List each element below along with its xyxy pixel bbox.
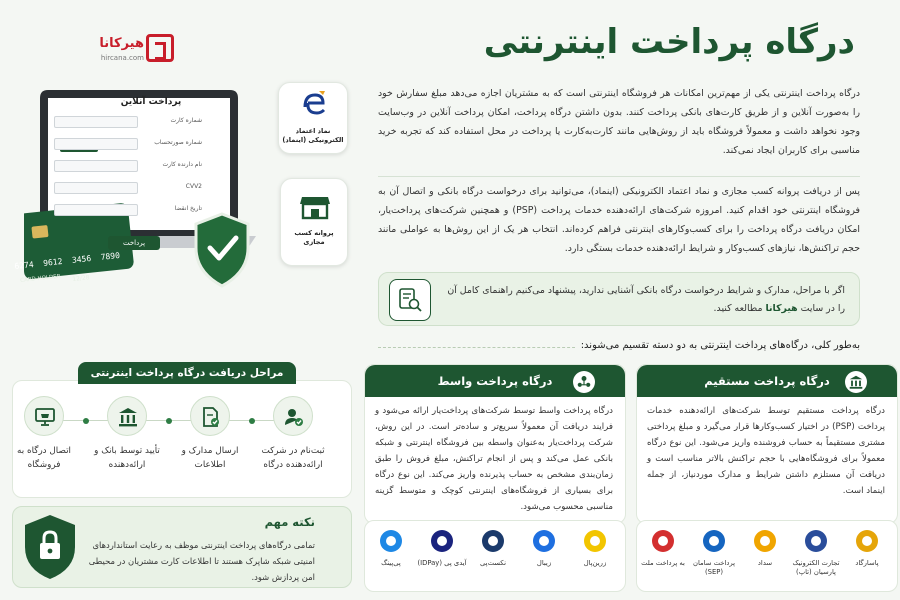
intermediary-gateway-card (364, 364, 626, 524)
license-badge (280, 178, 348, 266)
document-check-icon (190, 396, 230, 436)
provider-logo-icon (529, 527, 559, 555)
pay-button[interactable]: پرداخت (108, 236, 160, 250)
payment-form-field[interactable] (54, 138, 204, 152)
direct-gateway-card (636, 364, 898, 524)
enamad-badge (278, 82, 348, 154)
store-icon (298, 189, 332, 223)
provider-label: زیبال (536, 559, 552, 567)
direct-gateway-body: درگاه پرداخت مستقیم توسط شرکت‌های ارائه‌دهنده خدمات پرداخت (PSP) در اختیار کسب‌وکارها قرار می‌گیرد و مبلغ پرداختی مشتری مستقیماً به حساب فروشنده واریز می‌شود. این نوع درگاه معمولاً برای فروشگاه‌هایی با حجم تراکنش بالاتر مناسب است و دریافت آن مستلزم داشتن شرایط و مدارک موردنیاز، از جمله اینماد است. (647, 406, 885, 496)
types-intro (378, 340, 860, 351)
step-connect (9, 396, 79, 472)
payment-form-input[interactable] (54, 116, 138, 128)
enamad-label: نماد اعتماد الکترونیکی (اینماد) (282, 127, 344, 144)
tip-text-after: مطالعه کنید. (713, 303, 763, 314)
tip-text (445, 282, 845, 318)
provider-item (790, 521, 842, 577)
tip-text-before: اگر با مراحل، مدارک و شرایط درخواست درگاه بانکی آشنایی ندارید، پیشنهاد می‌کنیم راهنمای کامل آن را در سایت (447, 285, 845, 314)
payment-form-input[interactable] (54, 160, 138, 172)
important-note (12, 506, 352, 588)
payment-form-field[interactable] (54, 204, 204, 218)
provider-logo-icon (580, 527, 610, 555)
provider-logo-icon (750, 527, 780, 555)
payment-form-input[interactable] (54, 182, 138, 194)
step-documents (175, 396, 245, 472)
step-label: ارسال مدارک و اطلاعات (181, 446, 239, 470)
tip-brand-link[interactable]: هیرکانا (765, 303, 798, 314)
provider-item (688, 521, 740, 577)
document-search-icon (389, 279, 431, 321)
provider-logo-icon (376, 527, 406, 555)
card-expiry: 12/28 (72, 274, 90, 283)
lock-shield-icon (23, 513, 77, 581)
types-intro-text: به‌طور کلی، درگاه‌های پرداخت اینترنتی به دو دسته تقسیم می‌شوند: (575, 340, 860, 351)
payment-form-input[interactable] (54, 204, 138, 216)
intro-paragraph-2: پس از دریافت پروانه کسب مجازی و نماد اعتماد الکترونیکی (اینماد)، می‌توانید برای درخواست درگاه بانکی و اتصال آن به فروشگاه اینترنتی خود اقدام کنید. امروزه شرکت‌های ارائه‌دهنده خدمات پرداخت (PSP) و همچنین شرکت‌های پرداخت‌یار، امکان دریافت درگاه پرداخت را برای کسب‌وکارهای اینترنتی فراهم کرده‌اند. انتخاب هر یک از این روش‌ها به عواملی مانند حجم تراکنش‌ها، نیازهای کسب‌وکار و شرایط ارائه‌دهنده خدمات بستگی دارد. (378, 186, 860, 254)
provider-item (467, 521, 519, 568)
brand-name: هیرکانا (99, 36, 144, 51)
payment-form-label: شماره کارت (170, 117, 202, 124)
provider-logo-icon (699, 527, 729, 555)
step-label: تأیید توسط بانک و ارائه‌دهنده (94, 446, 160, 470)
provider-logo-icon (801, 527, 831, 555)
page-title: درگاه پرداخت اینترنتی (483, 22, 855, 62)
payment-form-label: تاریخ انقضا (174, 205, 202, 212)
note-title: نکته مهم (264, 515, 315, 529)
step-label: ثبت‌نام در شرکت ارائه‌دهنده درگاه (261, 446, 325, 470)
provider-logo-icon (852, 527, 882, 555)
direct-providers (636, 520, 898, 592)
brand-mark-icon (146, 34, 174, 62)
divider (378, 176, 860, 177)
provider-label: تجارت الکترونیک پارسیان (تاپ) (792, 559, 840, 576)
payment-form-field[interactable] (54, 116, 204, 130)
note-text: تمامی درگاه‌های پرداخت اینترنتی موظف به رعایت استانداردهای امنیتی شبکه شاپرک هستند تا اطلاعات کارت مشتریان در محیطی امن پردازش شود. (88, 540, 315, 582)
step-register (258, 396, 328, 472)
provider-item (637, 521, 689, 568)
provider-item (841, 521, 893, 568)
provider-label: آیدی پی (IDPay) (417, 559, 467, 567)
user-check-icon (273, 396, 313, 436)
step-approval (92, 396, 162, 472)
brand-site: hircana.com (100, 54, 144, 62)
intro-paragraph-1: درگاه پرداخت اینترنتی یکی از مهم‌ترین امکانات هر فروشگاه اینترنتی است که به مشتریان اجازه می‌دهد مبلغ سفارش خود را به‌صورت آنلاین و از طریق کارت‌های بانکی پرداخت کنند. بدون داشتن درگاه پرداخت، امکان پرداخت آنلاین در وب‌سایت وجود نخواهد داشت و معمولاً فروشگاه باید از روش‌هایی مانند کارت‌به‌کارت یا پرداخت در محل استفاده کند که تجربه خرید مناسبی برای کاربران ایجاد نمی‌کند. (378, 88, 860, 156)
license-label: پروانه کسب مجازی (294, 229, 334, 246)
provider-label: پرداخت سامان (SEP) (692, 559, 736, 576)
step-dot (83, 418, 89, 424)
direct-gateway-title: درگاه پرداخت مستقیم (637, 365, 897, 397)
provider-item (739, 521, 791, 568)
step-dot (166, 418, 172, 424)
step-label: اتصال درگاه به فروشگاه (17, 446, 71, 470)
payment-form-field[interactable] (54, 182, 204, 196)
brand-logo (78, 34, 188, 68)
card-holder: CARD HOLDER (20, 273, 61, 284)
payment-form-label: نام دارنده کارت (162, 161, 202, 168)
provider-logo-icon (648, 527, 678, 555)
payment-form-label: CVV2 (185, 183, 202, 190)
steps-title: مراحل دریافت درگاه پرداخت اینترنتی (78, 362, 296, 384)
tip-box (378, 272, 860, 326)
provider-label: پاسارگاد (855, 559, 879, 567)
provider-logo-icon (427, 527, 457, 555)
provider-label: نکست‌پی (480, 559, 506, 567)
payment-form-field[interactable] (54, 160, 204, 174)
users-network-icon (573, 371, 595, 393)
provider-label: زرین‌پال (583, 559, 607, 567)
payment-form-label: شماره صورتحساب (154, 139, 202, 146)
step-dot (249, 418, 255, 424)
provider-label: سداد (757, 559, 773, 567)
bank-icon (845, 371, 867, 393)
provider-item (365, 521, 417, 568)
intermediary-gateway-body: درگاه پرداخت واسط توسط شرکت‌های پرداخت‌یار ارائه می‌شود و فرایند دریافت آن معمولاً سریع‌تر و ساده‌تر است. در این روش، شرکت پرداخت‌یار به‌عنوان واسطه بین فروشگاه اینترنتی و شبکه بانکی عمل می‌کند و پس از انجام تراکنش، مبلغ فروش را طبق زمان‌بندی مشخص به حساب پذیرنده واریز می‌کند. این نوع درگاه برای بسیاری از فروشگاه‌های اینترنتی کوچک و متوسط گزینه مناسبی محسوب می‌شود. (375, 406, 613, 512)
bank-icon (107, 396, 147, 436)
payment-form-title: پرداخت آنلاین (120, 97, 182, 107)
monitor-store-icon (24, 396, 64, 436)
payment-form-input[interactable] (54, 138, 138, 150)
provider-item (569, 521, 621, 568)
provider-label: پی‌پینگ (381, 559, 401, 567)
provider-item (416, 521, 468, 568)
provider-logo-icon (478, 527, 508, 555)
card-number: 6274 9612 3456 7890 (14, 250, 121, 271)
provider-label: به پرداخت ملت (641, 559, 685, 567)
enamad-logo-icon (299, 89, 329, 119)
intermediary-providers (364, 520, 626, 592)
intermediary-gateway-title: درگاه پرداخت واسط (365, 365, 625, 397)
provider-item (518, 521, 570, 568)
